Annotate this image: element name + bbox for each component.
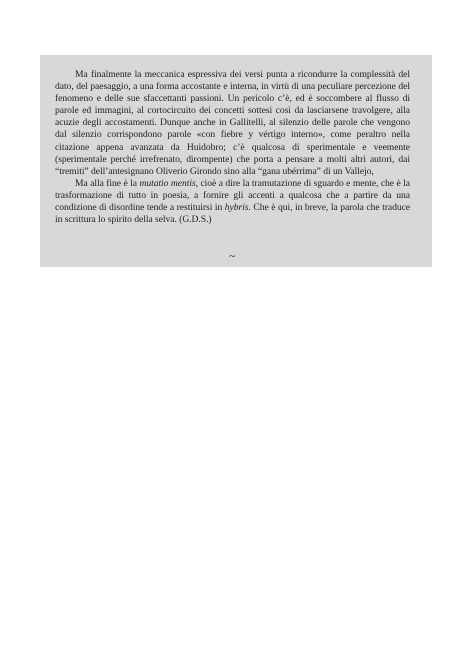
italic-term-hybris: hybris [224, 202, 249, 214]
body-text [55, 69, 410, 226]
paragraph-2-start: Ma alla fine è la [75, 177, 140, 189]
paragraph-1: Ma finalmente la meccanica espressiva dei versi punta a ricondurre la complessità del dato, del paesaggio, a una forma accostante e interna, in virtù di una peculiare percezione del fenomeno e delle sue sfaccettanti passioni. Un pericolo c’è, ed è soccombere al flusso di parole ed immagini, al cortocircuito dei concetti sottesi così da lasciarsene travolgere, alla acuzie degli accostamenti. Dunque anche in Gallitelli, al silenzio delle parole che vengono dal silenzio corrispondono parole «con fiebre y vértigo interno», come peraltro nella citazione appena avanzata da Huidobro; c’è qualcosa di sperimentale e veemente (sperimentale perché irrefrenato, dirompente) che porta a pensare a molti altri autori, dai “tremiti” dell’antesignano Oliverio Girondo sino alla “gana ubérrima” di un Vallejo, [55, 69, 410, 177]
italic-term-mutatio-mentis: mutatio mentis [139, 177, 196, 189]
paragraph-2-middle: , cioè a dire la tramutazione di sguardo e mente, che è la trasformazione di tutto in poesia, a fornire gli accenti a qualcosa che a partire da una condizione di disordine tende a restituirsi in [55, 177, 410, 214]
tilde-ornament: ~ [229, 249, 236, 263]
paragraph-2-end: . Che è qui, in breve, la parola che traduce in scrittura lo spirito della selva. (G.D.S.) [55, 202, 410, 226]
paragraph-2 [55, 178, 410, 226]
